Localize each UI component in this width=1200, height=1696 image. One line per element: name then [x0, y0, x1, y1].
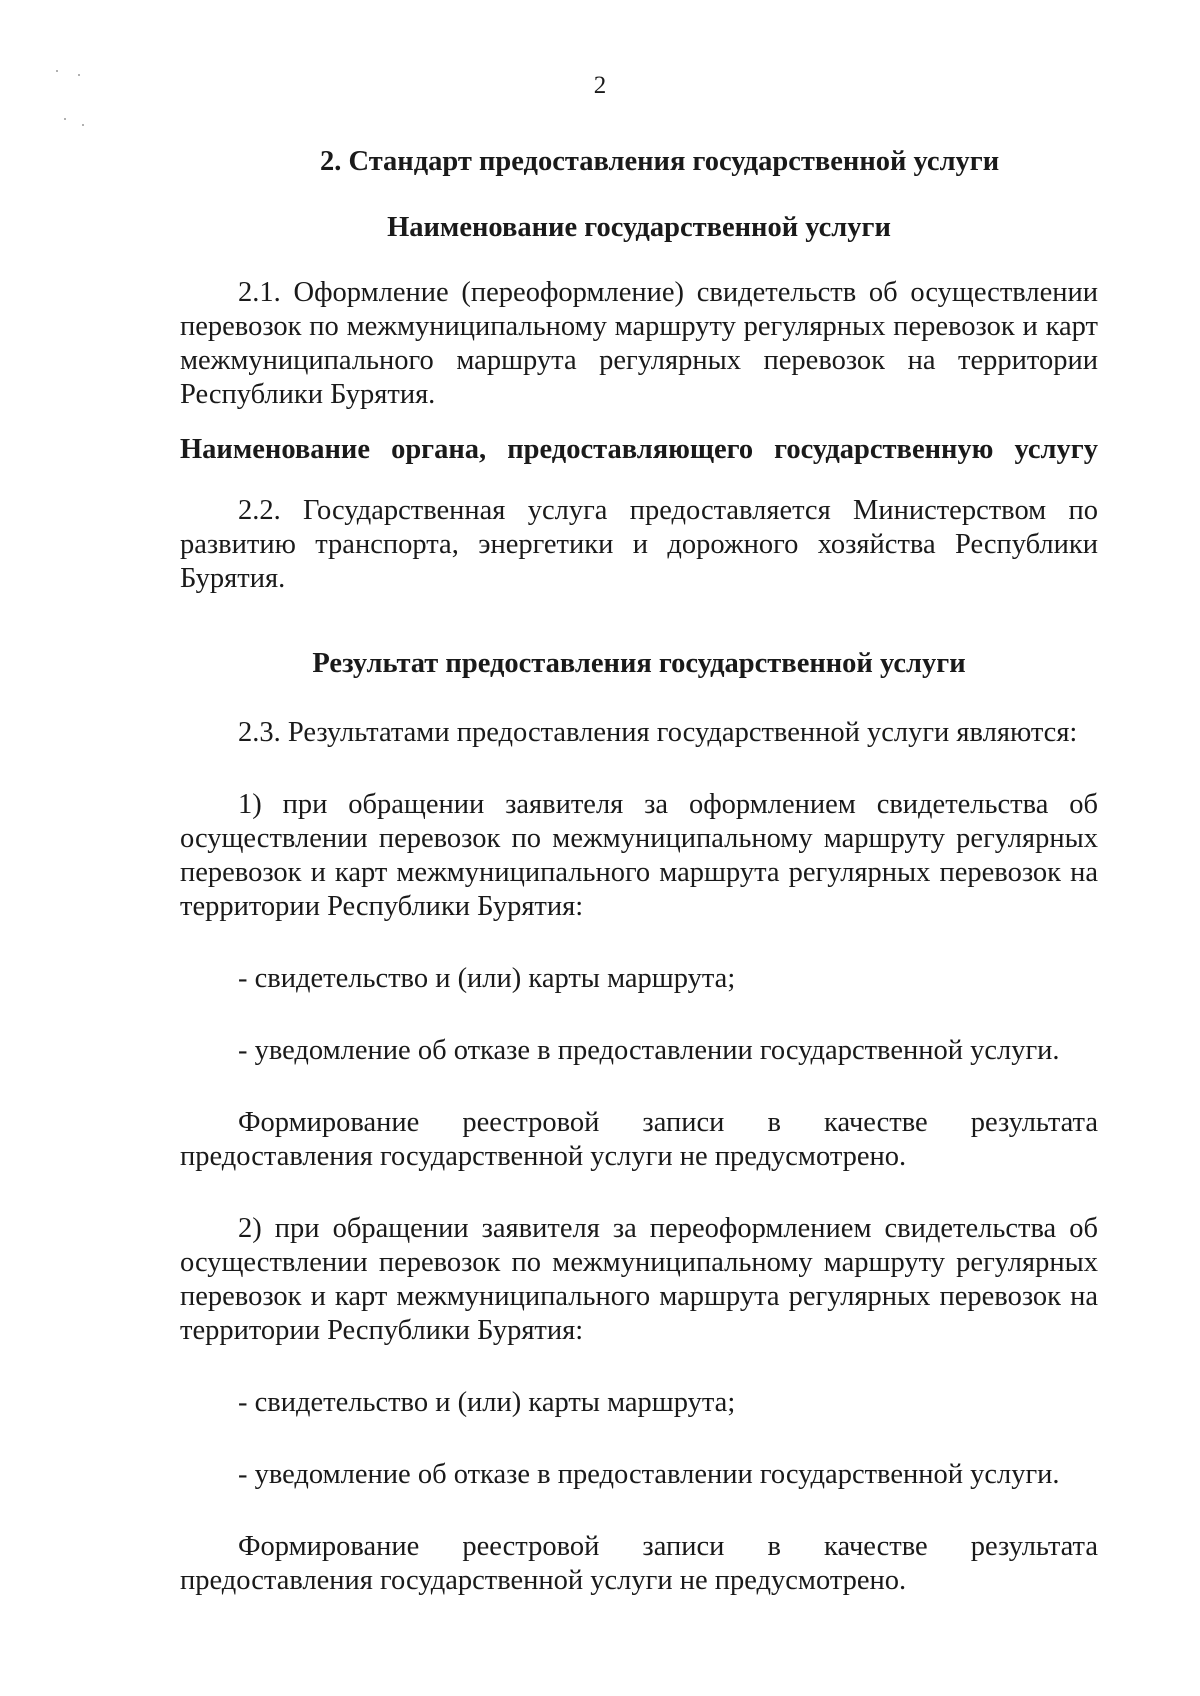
page-number: 2 [593, 72, 607, 99]
subheading-service-name: Наименование государственной услуги [387, 212, 891, 243]
subheading-result: Результат предоставления государственной услуги [312, 648, 966, 679]
section-title: 2. Стандарт предоставления государственной услуги [320, 146, 1000, 177]
list-item-2-note: Формирование реестровой записи в качестве результата предоставления государственной услуги не предусмотрено. [180, 1531, 1098, 1596]
document-body [180, 144, 1098, 1598]
list-item-1-option-b: - уведомление об отказе в предоставлении государственной услуги. [238, 1035, 1060, 1066]
subheading-authority: Наименование органа, предоставляющего государственную услугу [180, 434, 1098, 465]
paragraph-2-1: 2.1. Оформление (переоформление) свидетельств об осуществлении перевозок по межмуниципальному маршруту регулярных перевозок и карт межмуниципального маршрута регулярных перевозок на территории Республики Бурятия. [180, 277, 1098, 410]
list-item-2: 2) при обращении заявителя за переоформлением свидетельства об осуществлении перевозок по межмуниципальному маршруту регулярных перевозок и карт межмуниципального маршрута регулярных перевозок на территории Республики Бурятия: [180, 1213, 1098, 1346]
list-item-1-option-a: - свидетельство и (или) карты маршрута; [238, 963, 736, 994]
list-item-2-option-b: - уведомление об отказе в предоставлении государственной услуги. [238, 1459, 1060, 1490]
list-item-1: 1) при обращении заявителя за оформлением свидетельства об осуществлении перевозок по межмуниципальному маршруту регулярных перевозок и карт межмуниципального маршрута регулярных перевозок на территории Республики Бурятия: [180, 789, 1098, 922]
list-item-1-note: Формирование реестровой записи в качестве результата предоставления государственной услуги не предусмотрено. [180, 1107, 1098, 1172]
paragraph-2-2: 2.2. Государственная услуга предоставляется Министерством по развитию транспорта, энергетики и дорожного хозяйства Республики Бурятия. [180, 495, 1098, 594]
list-item-2-option-a: - свидетельство и (или) карты маршрута; [238, 1387, 736, 1418]
paragraph-2-3: 2.3. Результатами предоставления государственной услуги являются: [238, 717, 1078, 748]
